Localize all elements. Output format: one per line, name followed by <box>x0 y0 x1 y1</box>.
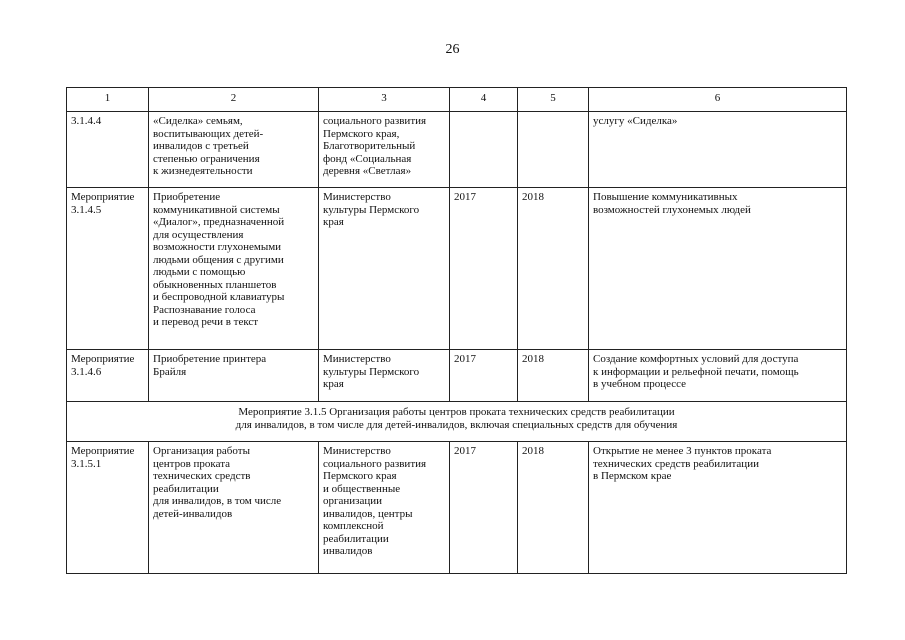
measure-end-year: 2018 <box>518 350 589 402</box>
measure-name: Приобретение принтера Брайля <box>149 350 319 402</box>
measure-number: Мероприятие 3.1.4.5 <box>67 188 149 350</box>
measure-executor: Министерство социального развития Пермского края и общественные организации инвалидов, центры комплексной реабилитации инвалидов <box>319 442 450 574</box>
measures-table <box>66 87 847 574</box>
measure-result: Повышение коммуникативных возможностей глухонемых людей <box>589 188 847 350</box>
header-row <box>67 88 847 112</box>
section-row <box>67 402 847 442</box>
header-cell-1: 1 <box>67 88 149 112</box>
measure-number: Мероприятие 3.1.4.6 <box>67 350 149 402</box>
measure-end-year: 2018 <box>518 188 589 350</box>
measure-name: «Сиделка» семьям, воспитывающих детей- инвалидов с третьей степенью ограничения к жизнедеятельности <box>149 112 319 188</box>
measure-start-year: 2017 <box>450 350 518 402</box>
section-title: Мероприятие 3.1.5 Организация работы центров проката технических средств реабилитации для инвалидов, в том числе для детей-инвалидов, включая специальных средств для обучения <box>67 402 847 442</box>
measure-result: Создание комфортных условий для доступа к информации и рельефной печати, помощь в учебном процессе <box>589 350 847 402</box>
measure-number: Мероприятие 3.1.5.1 <box>67 442 149 574</box>
page-number: 26 <box>445 42 460 57</box>
header-cell-5: 5 <box>518 88 589 112</box>
header-cell-2: 2 <box>149 88 319 112</box>
measure-executor: Министерство культуры Пермского края <box>319 350 450 402</box>
measure-start-year: 2017 <box>450 188 518 350</box>
measure-end-year <box>518 112 589 188</box>
measure-name: Организация работы центров проката технических средств реабилитации для инвалидов, в том числе детей-инвалидов <box>149 442 319 574</box>
header-cell-3: 3 <box>319 88 450 112</box>
header-cell-4: 4 <box>450 88 518 112</box>
table-row <box>67 112 847 188</box>
header-cell-6: 6 <box>589 88 847 112</box>
measure-result: услугу «Сиделка» <box>589 112 847 188</box>
measure-number: 3.1.4.4 <box>67 112 149 188</box>
measure-executor: социального развития Пермского края, Благотворительный фонд «Социальная деревня «Светлая» <box>319 112 450 188</box>
measure-name: Приобретение коммуникативной системы «Диалог», предназначенной для осуществления возможности глухонемыми людьми общения с другими людьми с помощью обыкновенных планшетов и беспроводной клавиатуры Распознавание голоса и перевод речи в текст <box>149 188 319 350</box>
measure-start-year: 2017 <box>450 442 518 574</box>
table-row <box>67 442 847 574</box>
measure-end-year: 2018 <box>518 442 589 574</box>
table-row <box>67 350 847 402</box>
measure-start-year <box>450 112 518 188</box>
measure-result: Открытие не менее 3 пунктов проката технических средств реабилитации в Пермском крае <box>589 442 847 574</box>
measure-executor: Министерство культуры Пермского края <box>319 188 450 350</box>
table-row <box>67 188 847 350</box>
